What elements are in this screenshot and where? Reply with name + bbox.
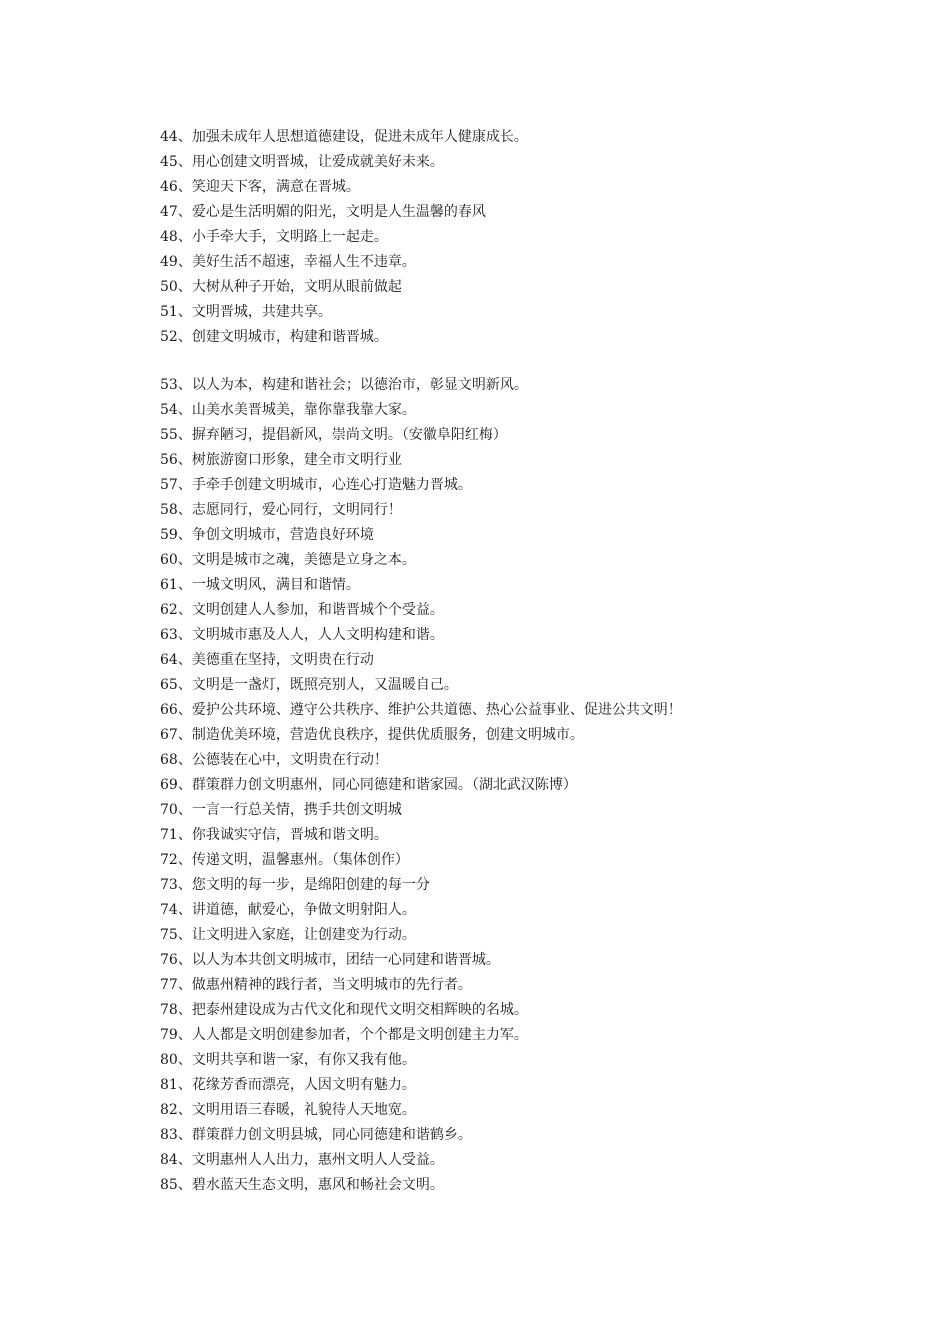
slogan-line: 73、您文明的每一步，是绵阳创建的每一分 [160, 877, 430, 893]
slogan-line: 49、美好生活不超速，幸福人生不违章。 [160, 254, 416, 270]
slogan-line: 85、碧水蓝天生态文明，惠风和畅社会文明。 [160, 1177, 444, 1193]
slogan-line: 64、美德重在坚持，文明贵在行动 [160, 652, 374, 668]
slogan-line: 58、志愿同行，爱心同行，文明同行！ [160, 502, 402, 518]
slogan-line: 66、爱护公共环境、遵守公共秩序、维护公共道德、热心公益事业、促进公共文明！ [160, 702, 682, 718]
slogan-line: 71、你我诚实守信，晋城和谐文明。 [160, 827, 388, 843]
slogan-line: 69、群策群力创文明惠州，同心同德建和谐家园。（湖北武汉陈博） [160, 777, 577, 793]
slogan-line: 53、以人为本，构建和谐社会；以德治市，彰显文明新风。 [160, 377, 528, 393]
slogan-line: 75、让文明进入家庭，让创建变为行动。 [160, 927, 416, 943]
slogan-line: 65、文明是一盏灯，既照亮别人，又温暖自己。 [160, 677, 458, 693]
slogan-line: 84、文明惠州人人出力，惠州文明人人受益。 [160, 1152, 444, 1168]
slogan-line: 50、大树从种子开始，文明从眼前做起 [160, 279, 402, 295]
slogan-line: 52、创建文明城市，构建和谐晋城。 [160, 329, 388, 345]
slogan-line: 55、摒弃陋习，提倡新风，崇尚文明。（安徽阜阳红梅） [160, 427, 507, 443]
slogan-line: 51、文明晋城，共建共享。 [160, 304, 332, 320]
slogan-line: 54、山美水美晋城美，靠你靠我靠大家。 [160, 402, 416, 418]
slogan-line: 82、文明用语三春暖，礼貌待人天地宽。 [160, 1102, 416, 1118]
slogan-line: 63、文明城市惠及人人，人人文明构建和谐。 [160, 627, 444, 643]
slogan-line: 83、群策群力创文明县城，同心同德建和谐鹤乡。 [160, 1127, 472, 1143]
slogan-line: 76、以人为本共创文明城市，团结一心同建和谐晋城。 [160, 952, 500, 968]
slogan-list-1 [160, 125, 528, 350]
slogan-line: 81、花缘芳香而漂亮，人因文明有魅力。 [160, 1077, 416, 1093]
slogan-line: 70、一言一行总关情，携手共创文明城 [160, 802, 402, 818]
slogan-line: 47、爱心是生活明媚的阳光，文明是人生温馨的春风 [160, 204, 486, 220]
slogan-line: 48、小手牵大手，文明路上一起走。 [160, 229, 388, 245]
slogan-line: 77、做惠州精神的践行者，当文明城市的先行者。 [160, 977, 472, 993]
slogan-line: 56、树旅游窗口形象，建全市文明行业 [160, 452, 402, 468]
slogan-list-2 [160, 373, 682, 1198]
slogan-line: 44、加强未成年人思想道德建设，促进未成年人健康成长。 [160, 129, 528, 145]
slogan-line: 78、把泰州建设成为古代文化和现代文明交相辉映的名城。 [160, 1002, 528, 1018]
slogan-line: 80、文明共享和谐一家，有你又我有他。 [160, 1052, 416, 1068]
slogan-line: 74、讲道德，献爱心，争做文明射阳人。 [160, 902, 416, 918]
slogan-line: 62、文明创建人人参加，和谐晋城个个受益。 [160, 602, 444, 618]
slogan-line: 67、制造优美环境，营造优良秩序，提供优质服务，创建文明城市。 [160, 727, 584, 743]
slogan-line: 68、公德装在心中，文明贵在行动！ [160, 752, 388, 768]
slogan-line: 72、传递文明，温馨惠州。（集体创作） [160, 852, 409, 868]
slogan-line: 61、一城文明风，满目和谐情。 [160, 577, 360, 593]
slogan-line: 79、人人都是文明创建参加者，个个都是文明创建主力军。 [160, 1027, 528, 1043]
slogan-line: 46、笑迎天下客，满意在晋城。 [160, 179, 360, 195]
slogan-line: 57、手牵手创建文明城市，心连心打造魅力晋城。 [160, 477, 472, 493]
slogan-line: 60、文明是城市之魂，美德是立身之本。 [160, 552, 416, 568]
slogan-line: 59、争创文明城市，营造良好环境 [160, 527, 374, 543]
slogan-line: 45、用心创建文明晋城，让爱成就美好未来。 [160, 154, 444, 170]
